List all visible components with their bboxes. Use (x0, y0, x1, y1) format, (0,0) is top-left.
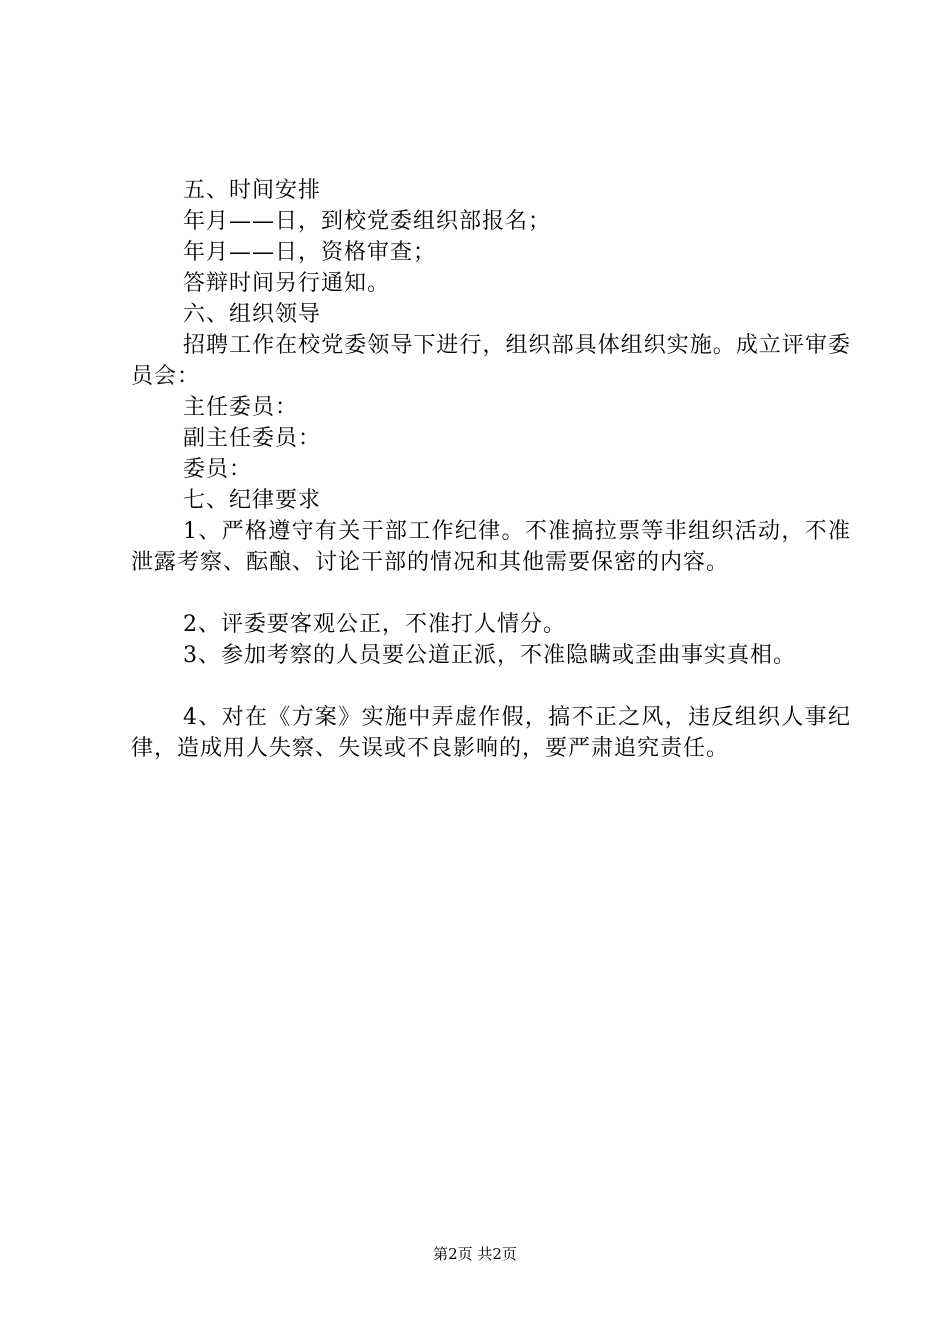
committee-members: 委员： (183, 457, 253, 482)
section-heading-schedule: 五、时间安排 (183, 178, 322, 203)
document-body (131, 175, 851, 764)
discipline-item-4: 4、对在《方案》实施中弄虚作假，搞不正之风，违反组织人事纪律，造成用人失察、失误或不良影响的，要严肃追究责任。 (131, 705, 851, 761)
discipline-item-1: 1、严格遵守有关干部工作纪律。不准搞拉票等非组织活动，不准泄露考察、酝酿、讨论干部的情况和其他需要保密的内容。 (131, 519, 851, 575)
section-heading-discipline: 七、纪律要求 (183, 488, 322, 513)
schedule-registration: 年月——日，到校党委组织部报名； (183, 209, 552, 234)
section-heading-leadership: 六、组织领导 (183, 302, 322, 327)
discipline-item-3: 3、参加考察的人员要公道正派，不准隐瞒或歪曲事实真相。 (183, 643, 796, 668)
committee-director: 主任委员： (183, 395, 299, 420)
committee-deputy-director: 副主任委员： (183, 426, 322, 451)
page-footer (0, 1244, 950, 1264)
discipline-item-2: 2、评委要客观公正，不准打人情分。 (183, 612, 566, 637)
leadership-paragraph: 招聘工作在校党委领导下进行，组织部具体组织实施。成立评审委员会： (131, 333, 851, 389)
page-number-label: 第2页 共2页 (433, 1245, 517, 1263)
schedule-defense-notice: 答辩时间另行通知。 (183, 271, 391, 296)
schedule-qualification-review: 年月——日，资格审查； (183, 240, 437, 265)
